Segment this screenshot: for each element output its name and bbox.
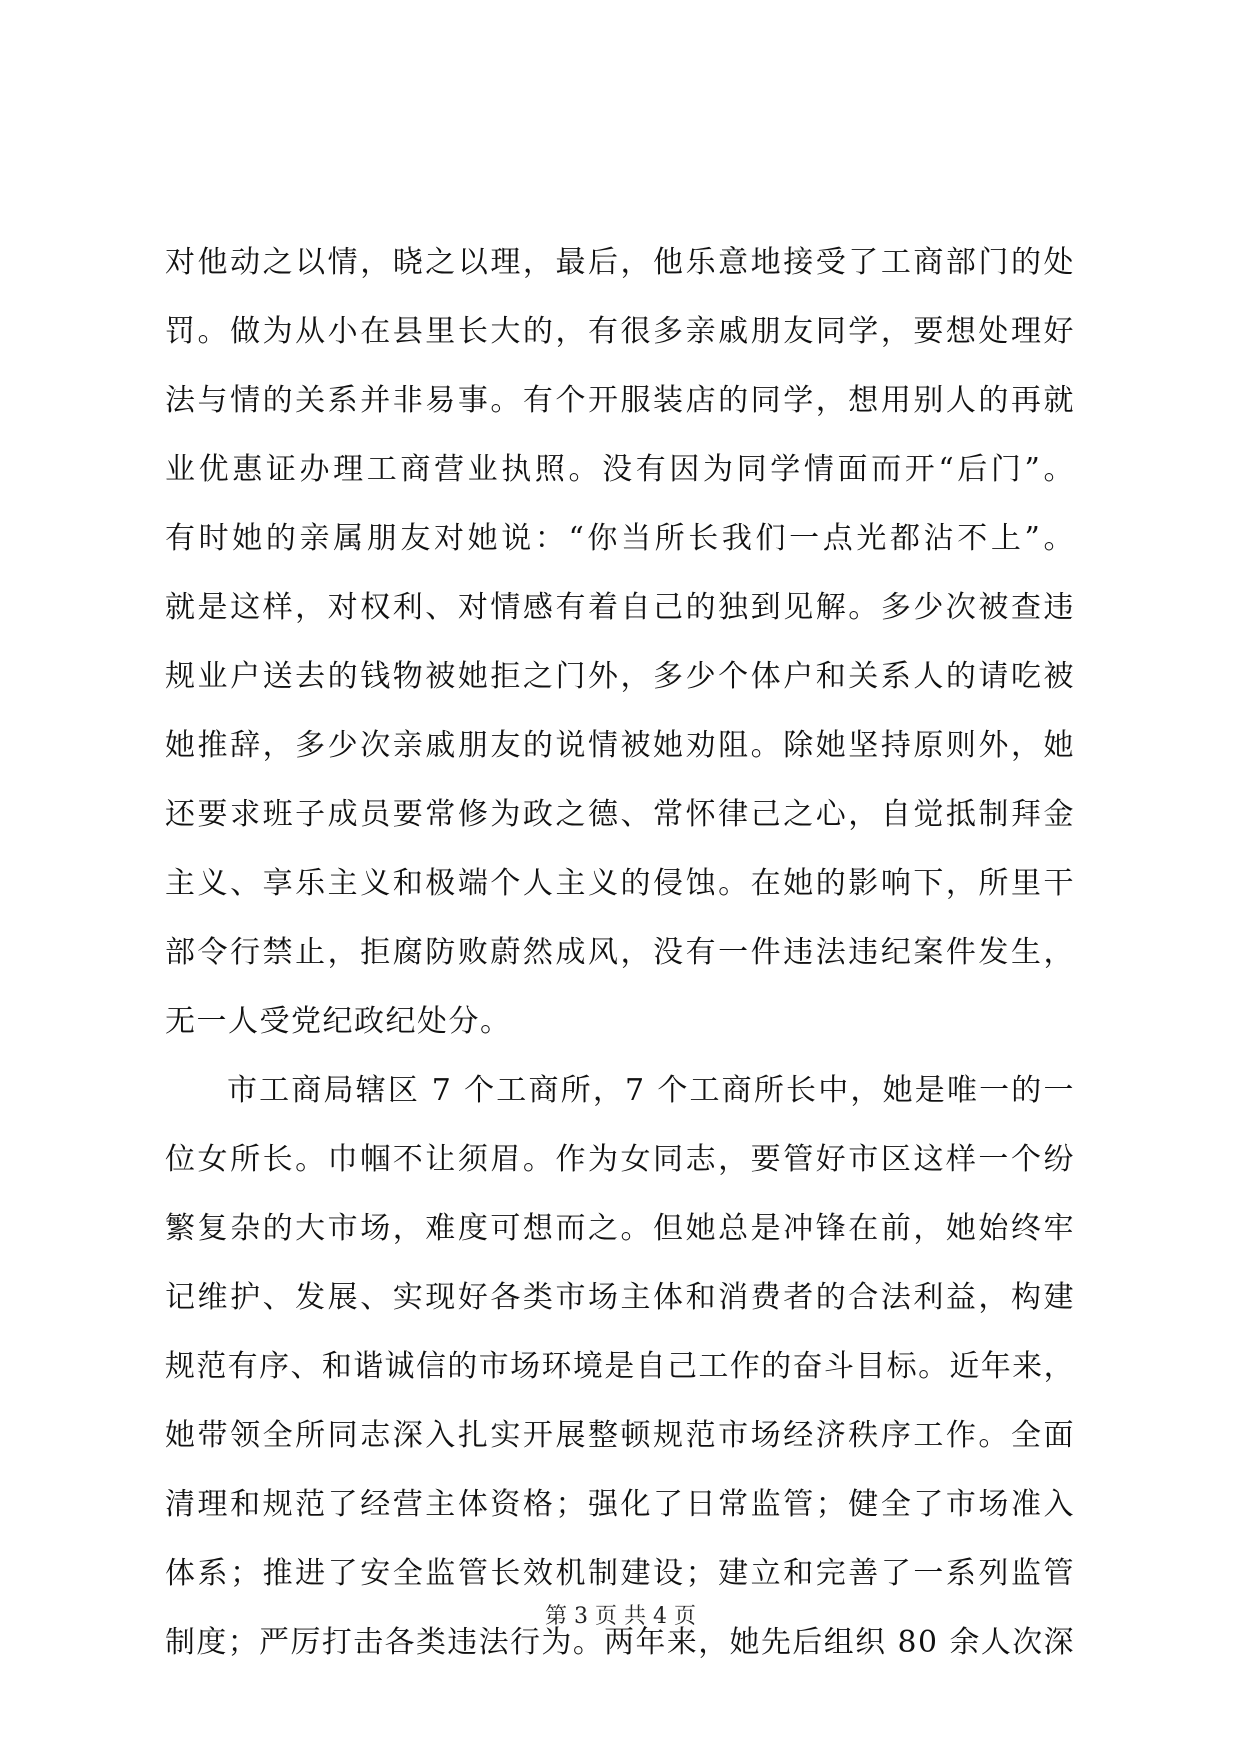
text-line: 位女所长。巾帼不让须眉。作为女同志，要管好市区这样一个纷 [165, 1142, 1075, 1177]
text-line: 市工商局辖区 7 个工商所，7 个工商所长中，她是唯一的一 [227, 1073, 1075, 1108]
text-line: 部令行禁止，拒腐防败蔚然成风，没有一件违法违纪案件发生， [165, 935, 1075, 970]
text-line: 还要求班子成员要常修为政之德、常怀律己之心，自觉抵制拜金 [165, 797, 1075, 832]
text-line: 记维护、发展、实现好各类市场主体和消费者的合法利益，构建 [165, 1280, 1075, 1315]
text-line: 罚。做为从小在县里长大的，有很多亲戚朋友同学，要想处理好 [165, 314, 1075, 349]
text-line: 对他动之以情，晓之以理，最后，他乐意地接受了工商部门的处 [165, 245, 1075, 280]
text-line: 她带领全所同志深入扎实开展整顿规范市场经济秩序工作。全面 [165, 1418, 1075, 1453]
document-body [165, 228, 1075, 1677]
text-line: 制度；严厉打击各类违法行为。两年来，她先后组织 80 余人次深 [165, 1625, 1075, 1660]
text-line: 无一人受党纪政纪处分。 [165, 1004, 512, 1039]
text-line: 繁复杂的大市场，难度可想而之。但她总是冲锋在前，她始终牢 [165, 1211, 1075, 1246]
text-line: 业优惠证办理工商营业执照。没有因为同学情面而开“后门”。 [165, 452, 1075, 487]
text-line: 体系；推进了安全监管长效机制建设；建立和完善了一系列监管 [165, 1556, 1075, 1591]
paragraph-2 [165, 1056, 1075, 1677]
text-line: 主义、享乐主义和极端个人主义的侵蚀。在她的影响下，所里干 [165, 866, 1075, 901]
text-line: 法与情的关系并非易事。有个开服装店的同学，想用别人的再就 [165, 383, 1075, 418]
text-line: 有时她的亲属朋友对她说：“你当所长我们一点光都沾不上”。 [165, 521, 1075, 556]
text-line: 规范有序、和谐诚信的市场环境是自己工作的奋斗目标。近年来， [165, 1349, 1075, 1384]
text-line: 规业户送去的钱物被她拒之门外，多少个体户和关系人的请吃被 [165, 659, 1075, 694]
paragraph-1 [165, 228, 1075, 1056]
text-line: 清理和规范了经营主体资格；强化了日常监管；健全了市场准入 [165, 1487, 1075, 1522]
page-number-footer: 第 3 页 共 4 页 [545, 1604, 696, 1629]
text-line: 她推辞，多少次亲戚朋友的说情被她劝阻。除她坚持原则外，她 [165, 728, 1075, 763]
text-line: 就是这样，对权利、对情感有着自己的独到见解。多少次被查违 [165, 590, 1075, 625]
